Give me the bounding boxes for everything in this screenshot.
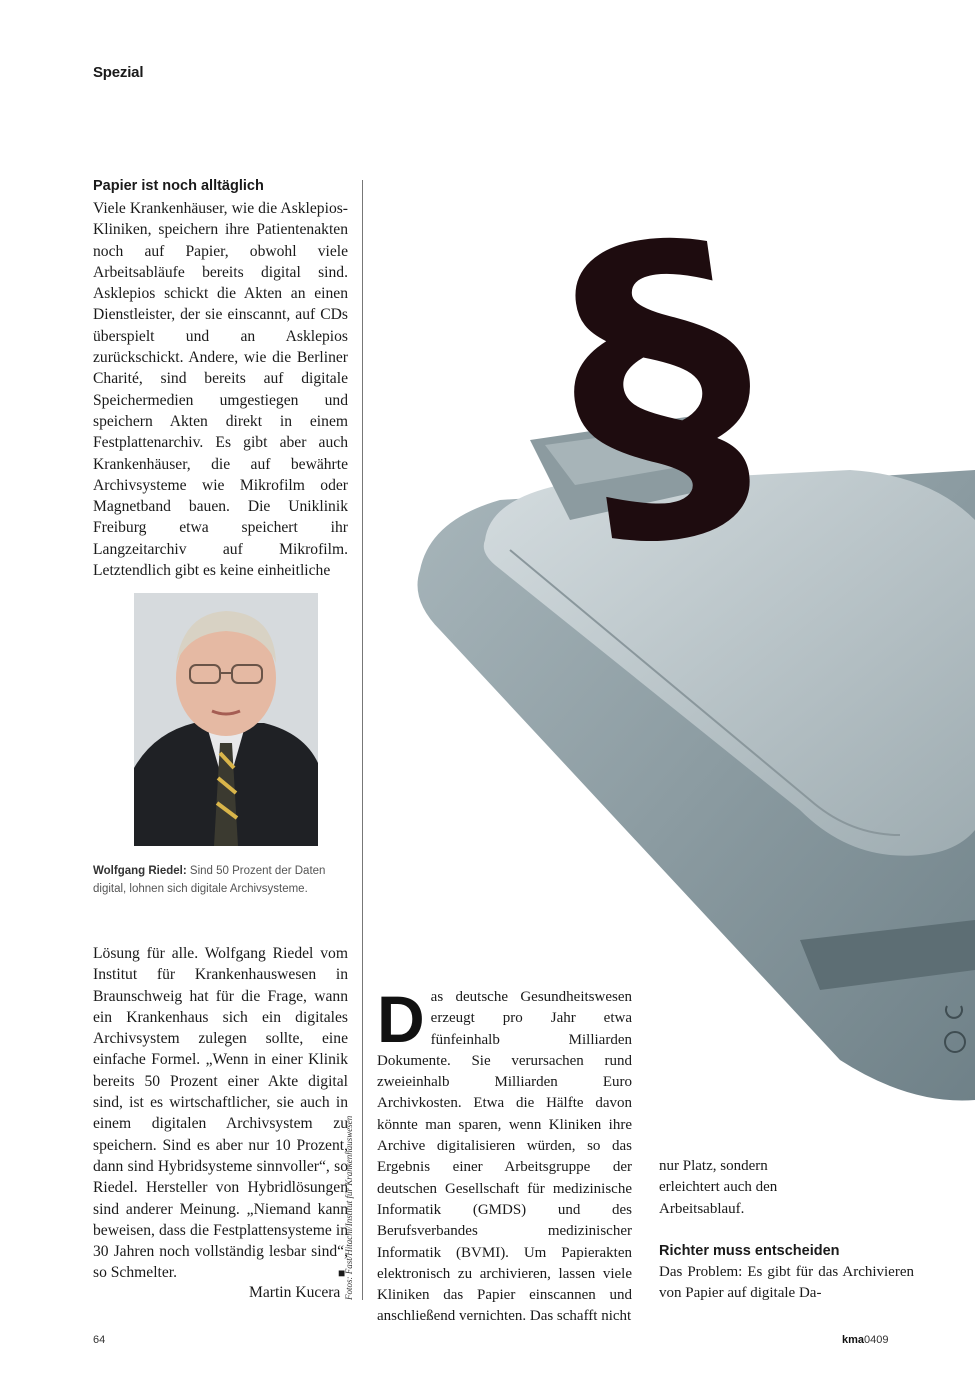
article-body-col3	[659, 1156, 799, 1222]
body-paragraph: as deutsche Gesundheitswesen erzeugt pro Jahr etwa fünfeinhalb Milliarden Dokumente. Sie verursachen rund zweieinhalb Milliarden Euro Archivkosten. Etwa die Hälfte davon könnte man sparen, wenn Kliniken ihre Archive digitalisieren würden, so das Ergebnis einer Arbeitsgruppe der deutschen Gesellschaft für medizinische Informatik (GMDS) und des Berufsverbandes medizinischer Informatik (BVMI). Um Papierakten elektronisch zu archivieren, lassen viele Kliniken das Papier einscannen und anschließend vernichten. Das schafft nicht	[377, 989, 632, 1325]
section-heading: Richter muss entscheiden	[659, 1243, 840, 1259]
issue-label	[842, 1334, 889, 1346]
caption-name: Wolfgang Riedel:	[93, 865, 187, 877]
section-heading: Papier ist noch alltäglich	[93, 178, 264, 194]
author: Martin Kucera	[249, 1284, 341, 1301]
body-paragraph: Lösung für alle. Wolfgang Riedel vom Institut für Krankenhauswesen in Braunschweig hat für die Frage, wann ein Krankenhaus sich ein digitales Archivsystem zulegen sollte, eine einfache Formel. „Wenn in einer Klinik bereits 50 Prozent einer Akte digital sind, ist es wirtschaftlicher, sie auch in einem digitalen Archivsystem zu speichern. Sind es aber nur 10 Prozent, dann sind Hybridsysteme sinnvoller“, so Riedel. Hersteller von Hybridlösungen sind anderer Meinung. „Niemand kann beweisen, dass die Festplattensysteme in 30 Jahren noch vollständig lesbar sind“, so Schmelter.	[93, 945, 348, 1282]
portrait-photo	[134, 593, 318, 846]
article-body-col3b	[659, 1262, 914, 1306]
photo-caption	[93, 862, 355, 898]
scanner-illustration	[370, 161, 975, 1120]
column-rule	[362, 180, 363, 1300]
article-body	[93, 198, 348, 580]
photo-credit: Fotos: Fast/Hitachi/Institut für Krankenhauswesen	[344, 1115, 354, 1300]
end-mark: ■	[338, 1266, 346, 1280]
svg-text:§: §	[542, 161, 779, 602]
body-paragraph: Viele Krankenhäuser, wie die Asklepios-Kliniken, speichern ihre Patientenakten noch auf Papier, obwohl viele Arbeitsabläufe bereits digital sind. Asklepios schickt die Akten an einen Dienstleister, der sie einscannt, auf CDs überspielt und an Asklepios zurückschickt. Andere, wie die Berliner Charité, sind bereits auf digitale Speichermedien umgestiegen und speichern Akten direkt in einem Festplattenarchiv. Es gibt aber auch Krankenhäuser, die auf bewährte Archivsysteme wie Mikrofilm oder Magnetband bauen. Die Uniklinik Freiburg etwa speichert ihr Langzeitarchiv auf Mikrofilm. Letztendlich gibt es keine einheitliche	[93, 200, 348, 580]
body-paragraph: nur Platz, sondern erleichtert auch den Arbeitsablauf.	[659, 1158, 778, 1217]
drop-cap: D	[377, 982, 425, 1056]
caption-text: Sind 50 Prozent der Daten digital, lohnen sich digitale Archivsysteme.	[93, 865, 326, 895]
article-body-col2	[377, 982, 632, 1325]
brand-logo: kma	[842, 1334, 865, 1346]
section-label: Spezial	[93, 64, 144, 81]
article-body-continued	[93, 943, 348, 1283]
page-number: 64	[93, 1334, 106, 1346]
body-paragraph: Das Problem: Es gibt für das Archivieren von Papier auf digitale Da-	[659, 1264, 914, 1302]
issue-number: 0409	[864, 1334, 889, 1346]
